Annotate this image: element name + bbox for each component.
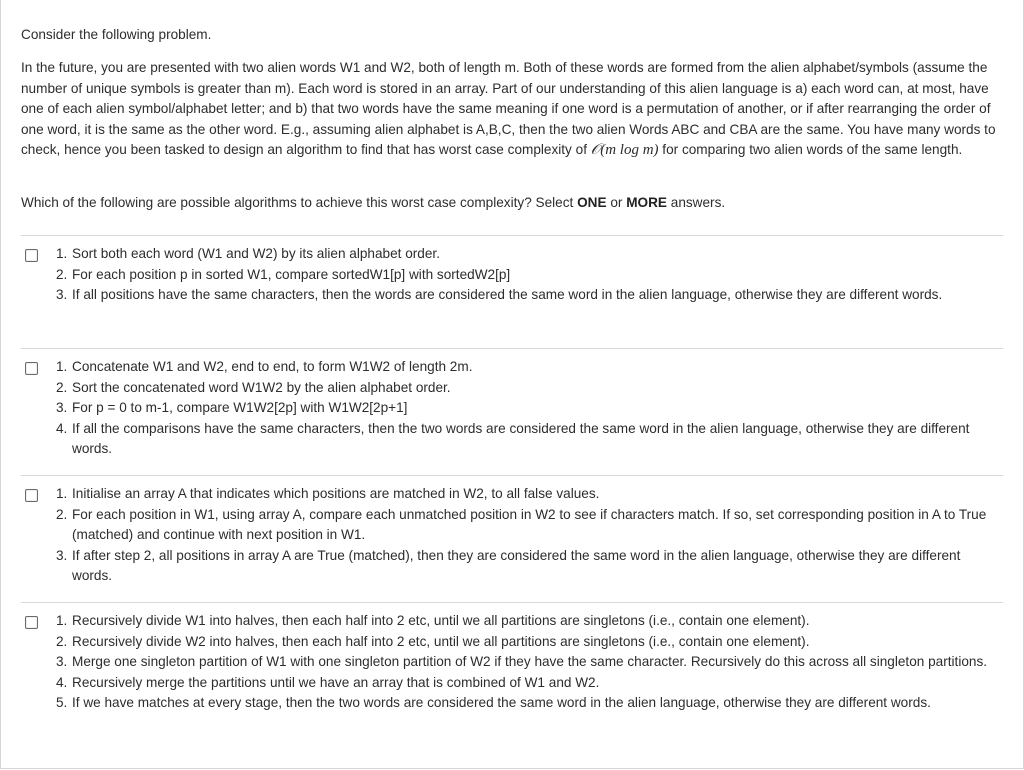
step-number: 3. — [56, 287, 68, 303]
option-4-steps — [56, 611, 1001, 714]
option-2-step-2 — [56, 378, 1001, 399]
option-1-step-3 — [56, 285, 1001, 306]
question-one: ONE — [577, 195, 607, 210]
step-text: If all positions have the same characters, then the words are considered the same word in the alien language, otherwise they are different words. — [72, 287, 943, 303]
complexity-math: 𝒪(m log m) — [590, 142, 659, 159]
step-text: For each position in W1, using array A, compare each unmatched position in W2 to see if characters match. If so, set corresponding position in A to True (matched) and continue with next position in W1. — [72, 506, 987, 543]
step-number: 1. — [56, 486, 68, 501]
step-text: For each position p in sorted W1, compare sortedW1[p] with sortedW2[p] — [72, 266, 511, 282]
option-3-step-3 — [56, 546, 1001, 587]
option-1-steps — [56, 244, 1001, 306]
step-number: 2. — [56, 379, 68, 395]
step-text: If after step 2, all positions in array A are True (matched), then they are considered the same word in the alien language, otherwise they are different words. — [72, 547, 961, 584]
problem-text-before: In the future, you are presented with two alien words W1 and W2, both of length m. Both of these words are formed from the alien alphabet/symbols (assume the number of unique symbols is greater than m). Each word is stored in an array. Part of our understanding of this alien language is a) each word can, at most, have one of each alien symbol/alphabet letter; and b) that two words have the same meaning if one word is a permutation of another, or if after rearranging the order of one word, it is the same as the other word. E.g., assuming alien alphabet is A,B,C, then the two alien Words ABC and CBA are the same. You have many words to check, hence you been tasked to design an algorithm to find that has worst case complexity of — [21, 60, 996, 158]
answer-option-2[interactable] — [21, 348, 1003, 476]
option-1-checkbox[interactable] — [25, 249, 38, 262]
step-text: Sort both each word (W1 and W2) by its alien alphabet order. — [72, 246, 440, 261]
step-number: 2. — [56, 633, 68, 649]
step-text: If all the comparisons have the same characters, then the two words are considered the same word in the alien language, otherwise they are different words. — [72, 420, 970, 457]
problem-statement — [21, 58, 1003, 161]
option-4-step-5 — [56, 693, 1001, 714]
step-number: 5. — [56, 695, 68, 711]
option-4-step-2 — [56, 632, 1001, 653]
step-number: 2. — [56, 266, 68, 282]
intro-text: Consider the following problem. — [21, 27, 212, 42]
question-prefix: Which of the following are possible algorithms to achieve this worst case complexity? Select — [21, 195, 578, 210]
option-2-steps — [56, 357, 1001, 460]
answer-option-3[interactable] — [21, 475, 1003, 603]
option-4-step-3 — [56, 652, 1001, 673]
step-text: Initialise an array A that indicates which positions are matched in W2, to all false values. — [72, 486, 600, 501]
step-text: Sort the concatenated word W1W2 by the alien alphabet order. — [72, 379, 451, 395]
step-text: Recursively divide W1 into halves, then each half into 2 etc, until we all partitions are singletons (i.e., contain one element). — [72, 613, 810, 628]
question-prompt — [21, 193, 725, 214]
option-4-checkbox[interactable] — [25, 616, 38, 629]
step-number: 4. — [56, 674, 68, 690]
step-number: 3. — [56, 400, 68, 416]
step-number: 2. — [56, 506, 68, 522]
question-more: MORE — [626, 195, 667, 210]
step-number: 1. — [56, 613, 68, 628]
question-suffix: answers. — [666, 195, 726, 210]
option-3-steps — [56, 484, 1001, 587]
step-number: 1. — [56, 246, 68, 261]
option-3-step-2 — [56, 505, 1001, 546]
option-2-step-3 — [56, 398, 1001, 419]
answer-option-1[interactable] — [21, 235, 1003, 348]
question-or: or — [606, 195, 627, 210]
option-1-step-1 — [56, 244, 1001, 265]
problem-text-after: for comparing two alien words of the same length. — [658, 142, 963, 158]
option-4-step-1 — [56, 611, 1001, 632]
step-text: Recursively divide W2 into halves, then each half into 2 etc, until we all partitions are singletons (i.e., contain one element). — [72, 633, 810, 649]
option-4-step-4 — [56, 673, 1001, 694]
option-2-step-4 — [56, 419, 1001, 460]
option-2-step-1 — [56, 357, 1001, 378]
step-text: For p = 0 to m-1, compare W1W2[2p] with W1W2[2p+1] — [72, 400, 408, 416]
option-3-checkbox[interactable] — [25, 489, 38, 502]
step-number: 1. — [56, 359, 68, 374]
step-text: Merge one singleton partition of W1 with one singleton partition of W2 if they have the same character. Recursively do this across all singleton partitions. — [72, 654, 988, 670]
step-text: Concatenate W1 and W2, end to end, to form W1W2 of length 2m. — [72, 359, 473, 374]
answer-option-4[interactable] — [21, 602, 1003, 763]
step-text: Recursively merge the partitions until we have an array that is combined of W1 and W2. — [72, 674, 600, 690]
step-number: 3. — [56, 654, 68, 670]
step-text: If we have matches at every stage, then the two words are considered the same word in the alien language, otherwise they are different words. — [72, 695, 931, 711]
step-number: 3. — [56, 547, 68, 563]
step-number: 4. — [56, 420, 68, 436]
option-1-step-2 — [56, 265, 1001, 286]
option-2-checkbox[interactable] — [25, 362, 38, 375]
option-3-step-1 — [56, 484, 1001, 505]
